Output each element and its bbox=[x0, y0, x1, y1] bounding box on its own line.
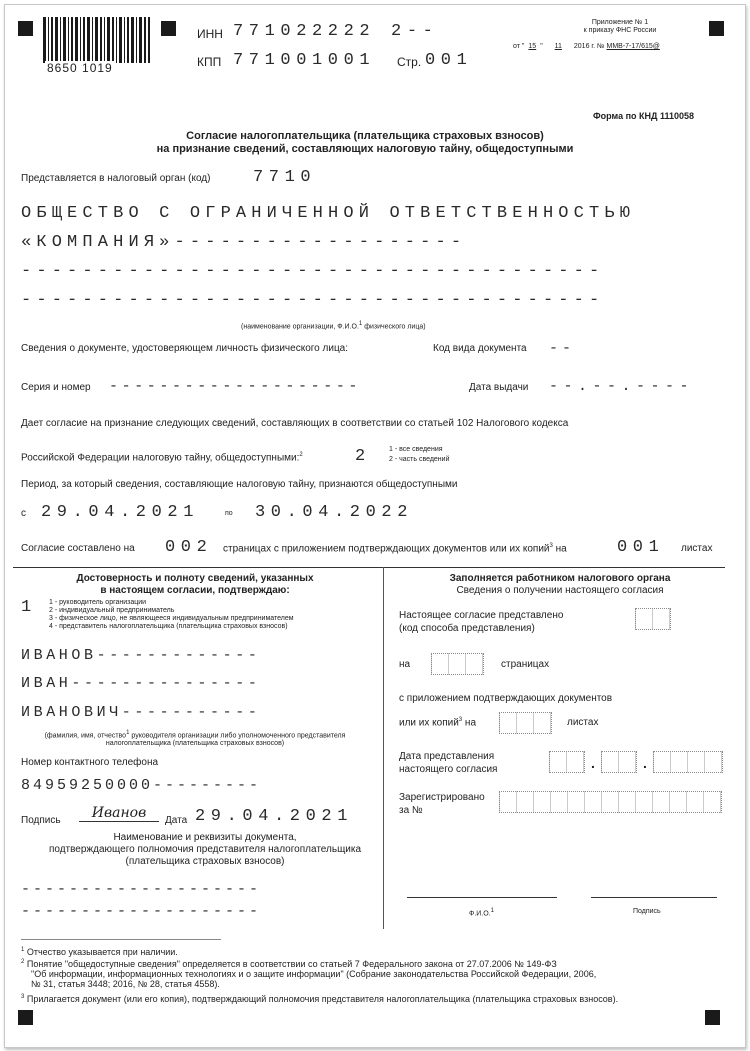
presented-code-box[interactable] bbox=[635, 608, 671, 630]
right-fio-label: Ф.И.О. bbox=[469, 910, 491, 918]
period-label: Период, за который сведения, составляющие налоговую тайну, признаются общедоступными bbox=[21, 479, 458, 490]
consent-value: 2 bbox=[355, 447, 371, 466]
doc-heading2: подтверждающего полномочия представителя налогоплательщика bbox=[48, 844, 362, 855]
corner-mark-top-mid bbox=[161, 21, 176, 36]
attach-label: с приложением подтверждающих документов bbox=[399, 693, 613, 704]
sign-date-label: Дата bbox=[165, 815, 188, 826]
order-line: от " 15 " 11 2016 г. № ММВ-7-17/615@ bbox=[513, 43, 660, 50]
first-name: ИВАН--------------- bbox=[21, 675, 261, 692]
order-no: ММВ-7-17/615@ bbox=[606, 43, 660, 50]
footnote-3-num: 3 bbox=[21, 994, 25, 1000]
org-caption bbox=[241, 320, 426, 331]
copies-on: на bbox=[464, 717, 477, 729]
surname: ИВАНОВ------------- bbox=[21, 647, 261, 664]
series-value: -------------------- bbox=[109, 378, 362, 395]
consent-sup: 2 bbox=[299, 452, 303, 458]
fio-caption bbox=[15, 729, 375, 748]
right-date-label bbox=[399, 750, 497, 776]
footnotes bbox=[21, 945, 721, 1004]
title-line2: на признание сведений, составляющих налоговую тайну, общедоступными bbox=[156, 143, 574, 155]
doc-heading bbox=[45, 832, 365, 868]
doc-heading3: (плательщика страховых взносов) bbox=[125, 856, 285, 867]
order-year: 2016 г. bbox=[573, 43, 596, 50]
org-caption-sup: 1 bbox=[358, 321, 363, 327]
role-opt3: 3 - физическое лицо, не являющееся индивидуальным предпринимателем bbox=[49, 615, 294, 622]
doc-line2: -------------------- bbox=[21, 903, 262, 920]
right-sheets-box[interactable] bbox=[499, 712, 552, 734]
kpp-label: КПП bbox=[197, 55, 222, 69]
authority-code: 7710 bbox=[253, 168, 317, 187]
right-pages-word: страницах bbox=[501, 659, 550, 670]
date-dot-1: . bbox=[591, 755, 595, 771]
fio-caption-sup: 1 bbox=[126, 730, 130, 736]
date-dot-2: . bbox=[643, 755, 647, 771]
corner-mark-top-left bbox=[18, 21, 33, 36]
right-pages-box[interactable] bbox=[431, 653, 484, 675]
right-sheets-word: листах bbox=[567, 717, 599, 728]
copies-label: или их копий bbox=[399, 717, 459, 729]
footnote-divider bbox=[21, 939, 221, 940]
footnote-1-text: Отчество указывается при наличии. bbox=[26, 947, 178, 957]
consent-text1: Дает согласие на признание следующих сведений, составляющих в соответствии со статьей 102 Налогового кодекса bbox=[21, 418, 569, 429]
order-from: от bbox=[513, 43, 520, 50]
role-options bbox=[49, 599, 294, 631]
right-on-label: на bbox=[399, 659, 411, 670]
sheets-value: 001 bbox=[617, 538, 665, 557]
sign-label: Подпись bbox=[21, 815, 61, 826]
role-opt2: 2 - индивидуальный предприниматель bbox=[49, 607, 175, 614]
right-fio-line bbox=[407, 897, 557, 898]
pages-sup: 3 bbox=[549, 543, 553, 549]
right-sign-line bbox=[591, 897, 717, 898]
section-divider bbox=[13, 567, 725, 568]
pages-label3: на bbox=[555, 543, 567, 555]
footnote-2 bbox=[21, 957, 721, 969]
order-no-label: № bbox=[597, 43, 605, 50]
footnote-1 bbox=[21, 945, 721, 957]
phone-value: 84959250000--------- bbox=[21, 777, 262, 794]
pages-label1: Согласие составлено на bbox=[21, 543, 135, 554]
barcode bbox=[41, 17, 151, 73]
reg-label bbox=[399, 791, 485, 817]
form-code: Форма по КНД 1110058 bbox=[593, 111, 694, 121]
pages-label2-wrap bbox=[223, 543, 567, 554]
signature: Иванов bbox=[79, 805, 159, 822]
org-line2: «КОМПАНИЯ»------------------- bbox=[21, 233, 467, 252]
right-fio-sup: 1 bbox=[490, 908, 494, 914]
form-page bbox=[4, 4, 746, 1048]
period-from-label: с bbox=[21, 508, 26, 519]
copies-sup: 3 bbox=[458, 717, 463, 723]
period-to: 30.04.2022 bbox=[255, 503, 414, 522]
period-to-label: по bbox=[225, 510, 233, 517]
fio-caption2: руководителя организации либо уполномоченного представителя bbox=[131, 732, 346, 740]
patronymic: ИВАНОВИЧ----------- bbox=[21, 704, 261, 721]
consent-options bbox=[389, 446, 450, 464]
appendix-block bbox=[565, 19, 675, 35]
right-date-month[interactable] bbox=[601, 751, 637, 773]
reg-number-box[interactable] bbox=[499, 791, 722, 813]
corner-mark-top-right bbox=[709, 21, 724, 36]
doc-kind-label: Код вида документа bbox=[433, 343, 527, 354]
right-heading1: Заполняется работником налогового органа bbox=[449, 573, 671, 584]
authority-label: Представляется в налоговый орган (код) bbox=[21, 173, 211, 184]
form-title bbox=[85, 130, 645, 156]
left-heading2: в настоящем согласии, подтверждаю: bbox=[100, 585, 290, 596]
org-line4: -------------------------------------- bbox=[21, 291, 605, 310]
issue-date-label: Дата выдачи bbox=[469, 382, 529, 393]
consent-opt2: 2 - часть сведений bbox=[389, 456, 450, 463]
barcode-bars bbox=[41, 17, 151, 63]
fio-caption1: (фамилия, имя, отчество bbox=[44, 732, 127, 740]
footnote-2c: № 31, статья 3448; 2016, № 28, статья 4558). bbox=[31, 979, 220, 989]
right-date-year[interactable] bbox=[653, 751, 723, 773]
reg-label1: Зарегистрировано bbox=[399, 792, 485, 803]
right-date-label2: настоящего согласия bbox=[399, 764, 498, 775]
pages-value: 002 bbox=[165, 538, 213, 557]
page-value: 001 bbox=[425, 51, 473, 70]
role-opt4: 4 - представитель налогоплательщика (плательщика страховых взносов) bbox=[49, 623, 288, 630]
copies-label-wrap bbox=[399, 717, 476, 728]
org-caption-end: физического лица) bbox=[364, 323, 426, 331]
inn-value: 771022222 2-- bbox=[233, 22, 439, 41]
title-line1: Согласие налогоплательщика (плательщика страховых взносов) bbox=[186, 130, 544, 142]
page-label: Стр. bbox=[397, 55, 422, 69]
pages-label2: страницах с приложением подтверждающих документов или их копий bbox=[223, 543, 550, 555]
corner-mark-bottom-left bbox=[18, 1010, 33, 1025]
period-from: 29.04.2021 bbox=[41, 503, 200, 522]
org-caption-text: (наименование организации, Ф.И.О. bbox=[241, 323, 359, 331]
footnote-1-num: 1 bbox=[21, 947, 25, 953]
right-heading2: Сведения о получении настоящего согласия bbox=[456, 585, 664, 596]
kpp-value: 771001001 bbox=[233, 51, 376, 70]
issue-date-value: --.--.---- bbox=[549, 378, 695, 395]
column-divider bbox=[383, 567, 384, 929]
org-line1: ОБЩЕСТВО С ОГРАНИЧЕННОЙ ОТВЕТСТВЕННОСТЬЮ bbox=[21, 204, 636, 223]
doc-line1: -------------------- bbox=[21, 881, 262, 898]
role-opt1: 1 - руководитель организации bbox=[49, 599, 147, 606]
footnote-3 bbox=[21, 992, 721, 1004]
sign-date-value: 29.04.2021 bbox=[195, 807, 354, 826]
order-day: 15 bbox=[528, 43, 537, 50]
consent-text2: Российской Федерации налоговую тайну, общедоступными: bbox=[21, 452, 300, 464]
barcode-number: 8650 1019 bbox=[47, 61, 113, 75]
right-fio-label-wrap bbox=[469, 907, 494, 918]
left-heading1: Достоверность и полноту сведений, указанных bbox=[76, 573, 314, 584]
footnote-3-text: Прилагается документ (или его копия), подтверждающий полномочия представителя налогоплательщика (плательщика страховых взносов). bbox=[26, 994, 619, 1004]
doc-heading1: Наименование и реквизиты документа, bbox=[113, 832, 297, 843]
org-line3: -------------------------------------- bbox=[21, 262, 605, 281]
doc-info-label: Сведения о документе, удостоверяющем личность физического лица: bbox=[21, 343, 349, 354]
left-heading bbox=[45, 573, 345, 597]
consent-opt1: 1 - все сведения bbox=[389, 446, 443, 453]
reg-label2: за № bbox=[399, 805, 423, 816]
corner-mark-bottom-right bbox=[705, 1010, 720, 1025]
doc-kind-value: -- bbox=[549, 340, 576, 357]
fio-caption3: налогоплательщика (плательщика страховых взносов) bbox=[105, 740, 285, 748]
pages-label4: листах bbox=[681, 543, 713, 554]
right-sign-label: Подпись bbox=[633, 908, 661, 915]
presented-label bbox=[399, 609, 563, 635]
appendix-line1: Приложение № 1 bbox=[591, 19, 649, 26]
presented1: Настоящее согласие представлено bbox=[399, 610, 564, 621]
phone-label: Номер контактного телефона bbox=[21, 757, 159, 768]
right-date-day[interactable] bbox=[549, 751, 585, 773]
order-month: 11 bbox=[554, 43, 562, 50]
role-value: 1 bbox=[21, 598, 37, 617]
right-date-label1: Дата представления bbox=[399, 751, 495, 762]
fio-caption-line bbox=[15, 729, 375, 740]
footnote-2-num: 2 bbox=[21, 959, 25, 965]
series-label: Серия и номер bbox=[21, 382, 91, 393]
consent-text2-wrap bbox=[21, 452, 303, 463]
footnote-2-text-a: Понятие "общедоступные сведения" определяется в соответствии со статьей 7 Федерального закона от 27.07.2006 № 149-ФЗ bbox=[26, 959, 557, 969]
inn-label: ИНН bbox=[197, 27, 223, 41]
footnote-2b: "Об информации, информационных технологиях и о защите информации" (Собрание законодательства Российской Федерации, 2006, bbox=[31, 969, 597, 979]
presented2: (код способа представления) bbox=[399, 623, 535, 634]
appendix-line2: к приказу ФНС России bbox=[583, 27, 657, 34]
